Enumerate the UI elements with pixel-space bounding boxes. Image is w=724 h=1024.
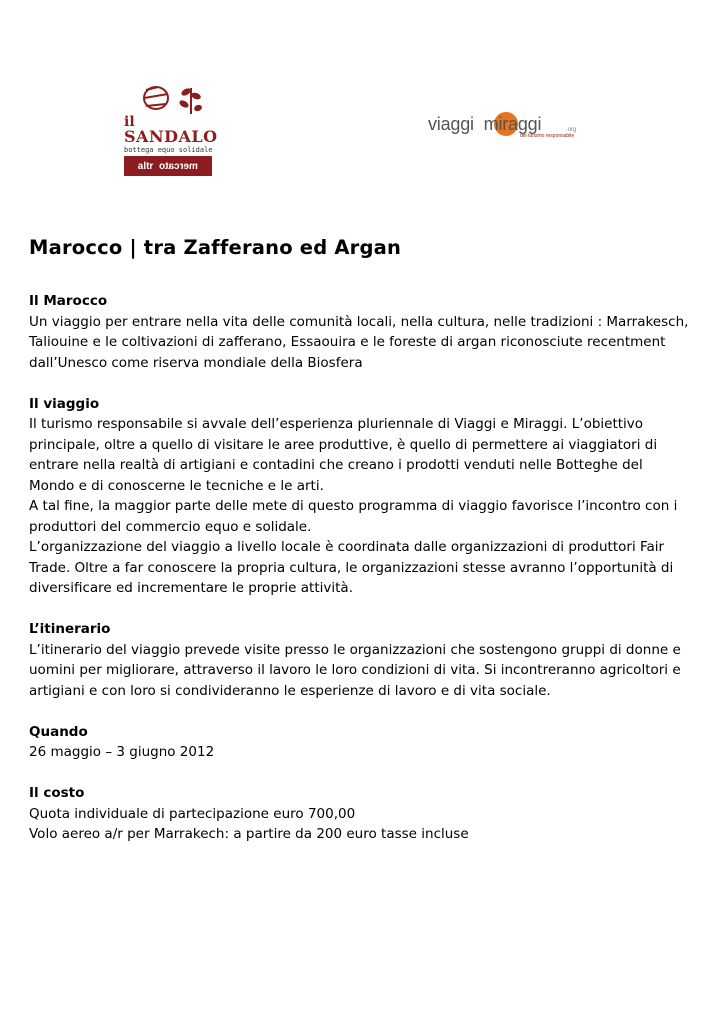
section-line: diversificare ed incrementare le proprie attività. [29, 580, 353, 596]
viaggi-logo-text [428, 114, 541, 135]
section-line: L’itinerario del viaggio prevede visite presso le organizzazioni che sostengono gruppi di donne e [29, 641, 681, 658]
section-quando [29, 722, 699, 763]
section-line: A tal fine, la maggior parte delle mete di questo programma di viaggio favorisce l’incontro con i [29, 498, 678, 514]
section-line: uomini per migliorare, attraverso il lavoro le loro condizioni di vita. Si incontreranno agricoltori e [29, 662, 681, 678]
viaggi-e-miraggi-logo [428, 110, 578, 150]
section-line: 26 maggio – 3 giugno 2012 [29, 744, 215, 760]
section-line: principale, oltre a quello di visitare le aree produttive, è quello di permettere ai viaggiatori di [29, 436, 658, 453]
e-text: e [473, 114, 484, 134]
badge-left-text: altr [137, 160, 154, 172]
section-line: dall’Unesco come riserva mondiale della Biosfera [29, 354, 363, 371]
section-line: Mondo e di conoscerne le tecniche e le arti. [29, 477, 324, 494]
section-line: Il turismo responsabile si avvale dell’esperienza pluriennale di Viaggi e Miraggi. L’obiettivo [29, 416, 644, 432]
sandalo-il-text: il [124, 114, 135, 130]
viaggi-tagline: del turismo responsabile [520, 133, 575, 139]
section-line: Volo aereo a/r per Marrakech: a partire da 200 euro tasse incluse [29, 826, 469, 842]
sandal-illustration-icon [128, 84, 212, 116]
section-line: Taliouine e le coltivazioni di zafferano, Essaouira e le foreste di argan riconosciute recentment [29, 334, 666, 350]
section-itinerario [29, 619, 699, 701]
section-marocco [29, 291, 699, 373]
section-costo [29, 783, 699, 845]
section-line: entrare nella realtà di artigiani e contadini che creano i prodotti venduti nelle Botteghe del [29, 457, 643, 473]
il-sandalo-logo [122, 84, 216, 178]
section-line: L’organizzazione del viaggio a livello locale è coordinata dalle organizzazioni di produttori Fair [29, 539, 665, 555]
section-heading: Il viaggio [29, 395, 100, 412]
miraggi-text: miraggi [483, 114, 542, 134]
section-heading: Il Marocco [29, 293, 108, 309]
section-heading: Quando [29, 723, 88, 740]
section-heading: L’itinerario [29, 621, 111, 637]
badge-right-text: mercato [159, 160, 199, 172]
viaggi-org-text: .org [566, 127, 577, 133]
viaggi-text: viaggi [428, 114, 474, 134]
section-line: Un viaggio per entrare nella vita delle comunità locali, nella cultura, nelle tradizioni : Marrakesch, [29, 313, 689, 330]
sandalo-name-text: SANDALO [124, 127, 218, 146]
section-line: artigiani e con loro si condivideranno le esperienze di lavoro e di vita sociale. [29, 682, 551, 699]
document-body [29, 235, 699, 845]
document-title: Marocco | tra Zafferano ed Argan [29, 236, 402, 259]
section-line: Quota individuale di partecipazione euro 700,00 [29, 805, 356, 822]
sandalo-subtitle: bottega equo solidale [124, 146, 213, 154]
altromercato-badge [124, 156, 212, 176]
section-viaggio [29, 394, 699, 599]
section-line: Trade. Oltre a far conoscere la propria cultura, le organizzazioni stesse avranno l’opportunità di [29, 559, 674, 576]
section-heading: Il costo [29, 785, 85, 801]
section-line: produttori del commercio equo e solidale. [29, 518, 312, 535]
